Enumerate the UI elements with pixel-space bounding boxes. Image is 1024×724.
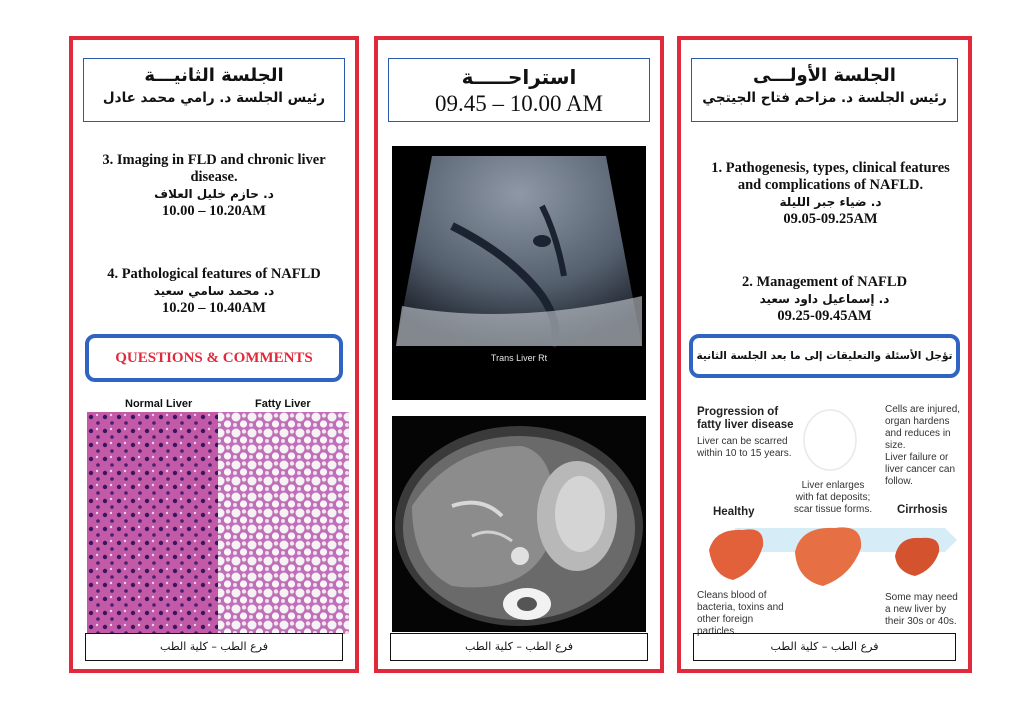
talk-4-title: 4. Pathological features of NAFLD bbox=[107, 266, 321, 282]
talk-1-title: 1. Pathogenesis, types, clinical features and complications of NAFLD. bbox=[711, 160, 950, 193]
normal-liver-label: Normal Liver bbox=[125, 398, 193, 410]
failure-note: Liver failure or liver cancer can follow. bbox=[885, 452, 956, 487]
talk-4-time: 10.20 – 10.40AM bbox=[162, 300, 266, 316]
cirrhosis-liver-icon bbox=[895, 538, 939, 576]
panel-break bbox=[374, 36, 664, 673]
talk-1-speaker: د. ضياء جبر الليلة bbox=[779, 195, 882, 209]
talk-2-time: 09.25-09.45AM bbox=[777, 308, 872, 324]
questions-comments-box: QUESTIONS & COMMENTS bbox=[85, 334, 343, 382]
healthy-label: Healthy bbox=[713, 506, 755, 518]
cirrhosis-label: Cirrhosis bbox=[897, 504, 948, 516]
histology-comparison bbox=[87, 398, 347, 634]
talk-3-time: 10.00 – 10.20AM bbox=[162, 203, 266, 219]
scar-note: Liver can be scarred within 10 to 15 years. bbox=[697, 436, 792, 459]
talk-3 bbox=[81, 152, 347, 220]
talk-3-title: 3. Imaging in FLD and chronic liver disease. bbox=[102, 152, 326, 185]
talk-4-speaker: د. محمد سامي سعيد bbox=[153, 284, 275, 298]
ct-scan-image bbox=[392, 416, 646, 632]
new-liver-note: Some may need a new liver by their 30s or 40s. bbox=[885, 592, 958, 627]
session-two-title: الجلسة الثانيـــة bbox=[144, 65, 284, 86]
cleans-note: Cleans blood of bacteria, toxins and other foreign particles. bbox=[697, 590, 784, 637]
session-one-header bbox=[691, 58, 958, 122]
break-header bbox=[388, 58, 650, 122]
human-figure-icon bbox=[804, 410, 856, 470]
fatty-liver-infographic bbox=[695, 400, 960, 636]
talk-2 bbox=[689, 274, 960, 325]
left-footer: فرع الطب – كلية الطب bbox=[85, 633, 343, 661]
talk-1 bbox=[707, 160, 954, 228]
postpone-note-box: تؤجل الأسئلة والتعليقات إلى ما بعد الجلسة الثانية bbox=[689, 334, 960, 378]
panel-session-two bbox=[69, 36, 359, 673]
panel-session-one bbox=[677, 36, 972, 673]
talk-4 bbox=[81, 266, 347, 317]
talk-2-title: 2. Management of NAFLD bbox=[741, 274, 908, 290]
session-two-chair: رئيس الجلسة د. رامي محمد عادل bbox=[102, 90, 326, 106]
ultrasound-caption: Trans Liver Rt bbox=[490, 353, 548, 363]
fatty-liver-icon bbox=[795, 527, 861, 586]
talk-1-time: 09.05-09.25AM bbox=[783, 211, 878, 227]
healthy-liver-icon bbox=[709, 529, 763, 580]
injured-note: Cells are injured, organ hardens and reduces in size. bbox=[885, 404, 961, 451]
histology-image bbox=[87, 412, 349, 634]
session-one-title: الجلسة الأولـــى bbox=[753, 65, 896, 86]
fatty-liver-label: Fatty Liver bbox=[255, 398, 311, 410]
session-one-chair: رئيس الجلسة د. مزاحم فتاح الجيتجي bbox=[702, 90, 947, 106]
right-footer: فرع الطب – كلية الطب bbox=[693, 633, 956, 661]
break-title: استراحـــــة bbox=[461, 65, 577, 89]
infographic-heading: Progression of fatty liver disease bbox=[697, 406, 794, 431]
talk-2-speaker: د. إسماعيل داود سعيد bbox=[759, 292, 890, 306]
mid-footer: فرع الطب – كلية الطب bbox=[390, 633, 648, 661]
session-two-header bbox=[83, 58, 345, 122]
talk-3-speaker: د. حازم خليل العلاف bbox=[154, 187, 274, 201]
enlarge-note: Liver enlarges with fat deposits; scar tissue forms. bbox=[793, 480, 873, 515]
break-time: 09.45 – 10.00 AM bbox=[434, 91, 604, 116]
ultrasound-image bbox=[392, 146, 646, 400]
